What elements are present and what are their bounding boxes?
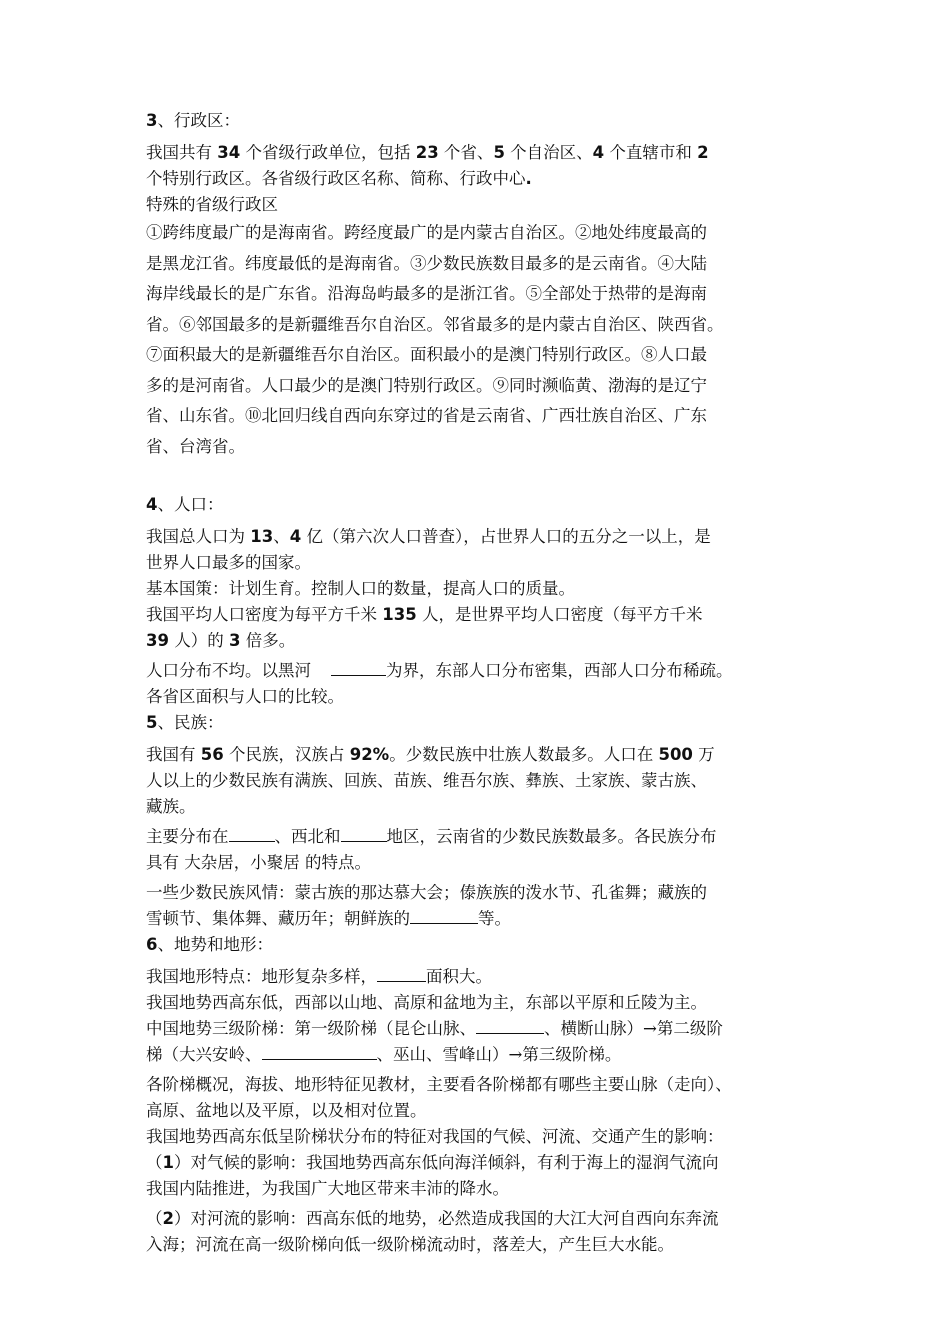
list-line: ①跨纬度最广的是海南省。跨经度最广的是内蒙古自治区。②地处纬度最高的 [146, 223, 707, 242]
fill-blank [341, 827, 387, 842]
fill-blank [331, 661, 386, 676]
document-body [146, 108, 814, 1258]
list-line: ⑦面积最大的是新疆维吾尔自治区。面积最小的是澳门特别行政区。⑧人口最 [146, 345, 707, 364]
section-4-heading: 4、人口： [146, 495, 224, 514]
section-title: 、行政区： [157, 111, 240, 130]
paragraph: 我国共有 34 个省级行政单位，包括 23 个省、5 个自治区、4 个直辖市和 2 [146, 143, 709, 162]
paragraph: 我国地势西高东低，西部以山地、高原和盆地为主，东部以平原和丘陵为主。 [146, 993, 707, 1012]
section-5-heading: 5、民族： [146, 713, 224, 732]
paragraph: 我国平均人口密度为每平方千米 135 人，是世界平均人口密度（每平方千米 [146, 605, 703, 624]
fill-blank [410, 909, 478, 924]
paragraph: 我国有 56 个民族，汉族占 92%。少数民族中壮族人数最多。人口在 500 万 [146, 745, 715, 764]
paragraph: 各省区面积与人口的比较。 [146, 687, 344, 706]
paragraph: 雪顿节、集体舞、藏历年；朝鲜族的 等。 [146, 909, 511, 928]
paragraph: 中国地势三级阶梯：第一级阶梯（昆仑山脉、 、横断山脉）→第二级阶 [146, 1019, 723, 1038]
list-line: 省。⑥邻国最多的是新疆维吾尔自治区。邻省最多的是内蒙古自治区、陕西省。 [146, 314, 724, 334]
paragraph: 梯（大兴安岭、 、巫山、雪峰山）→第三级阶梯。 [146, 1045, 622, 1064]
section-3-heading [146, 108, 814, 134]
fill-blank [377, 967, 426, 982]
fill-blank [476, 1019, 544, 1034]
list-line: 是黑龙江省。纬度最低的是海南省。③少数民族数目最多的是云南省。④大陆 [146, 253, 707, 273]
list-line: 海岸线最长的是广东省。沿海岛屿最多的是浙江省。⑤全部处于热带的是海南 [146, 284, 707, 303]
fill-blank [262, 1045, 377, 1060]
paragraph: 个特别行政区。各省级行政区名称、简称、行政中心. [146, 169, 532, 188]
paragraph: 具有 大杂居，小聚居 的特点。 [146, 853, 371, 872]
paragraph: 基本国策：计划生育。控制人口的数量，提高人口的质量。 [146, 579, 575, 598]
paragraph: 我国总人口为 13、4 亿（第六次人口普查），占世界人口的五分之一以上，是 [146, 527, 711, 546]
subheading: 特殊的省级行政区 [146, 195, 278, 214]
paragraph: 我国地势西高东低呈阶梯状分布的特征对我国的气候、河流、交通产生的影响： [146, 1127, 724, 1146]
list-line: 多的是河南省。人口最少的是澳门特别行政区。⑨同时濒临黄、渤海的是辽宁 [146, 375, 707, 395]
paragraph: 高原、盆地以及平原，以及相对位置。 [146, 1101, 427, 1120]
paragraph: 我国地形特点：地形复杂多样， 面积大。 [146, 967, 492, 986]
paragraph: 人以上的少数民族有满族、回族、苗族、维吾尔族、彝族、土家族、蒙古族、 [146, 771, 707, 790]
section-number: 3 [146, 111, 158, 130]
paragraph: 主要分布在 、西北和 地区，云南省的少数民族数最多。各民族分布 [146, 827, 717, 846]
paragraph: 人口分布不均。以黑河 为界，东部人口分布密集，西部人口分布稀疏。 [146, 661, 733, 680]
list-line: 省、台湾省。 [146, 436, 245, 456]
fill-blank [229, 827, 275, 842]
paragraph: 我国内陆推进，为我国广大地区带来丰沛的降水。 [146, 1179, 509, 1198]
section-6-heading: 6、地势和地形： [146, 935, 273, 954]
paragraph: 藏族。 [146, 797, 196, 816]
paragraph: 39 人）的 3 倍多。 [146, 631, 296, 650]
paragraph: 一些少数民族风情：蒙古族的那达慕大会；傣族族的泼水节、孔雀舞；藏族的 [146, 883, 707, 902]
paragraph: （1）对气候的影响：我国地势西高东低向海洋倾斜，有利于海上的湿润气流向 [146, 1153, 719, 1172]
paragraph: 世界人口最多的国家。 [146, 553, 311, 572]
paragraph: （2）对河流的影响：西高东低的地势，必然造成我国的大江大河自西向东奔流 [146, 1209, 719, 1228]
list-line: 省、山东省。⑩北回归线自西向东穿过的省是云南省、广西壮族自治区、广东 [146, 406, 707, 425]
paragraph: 各阶梯概况，海拔、地形特征见教材，主要看各阶梯都有哪些主要山脉（走向）、 [146, 1075, 732, 1094]
paragraph: 入海；河流在高一级阶梯向低一级阶梯流动时，落差大，产生巨大水能。 [146, 1235, 674, 1254]
